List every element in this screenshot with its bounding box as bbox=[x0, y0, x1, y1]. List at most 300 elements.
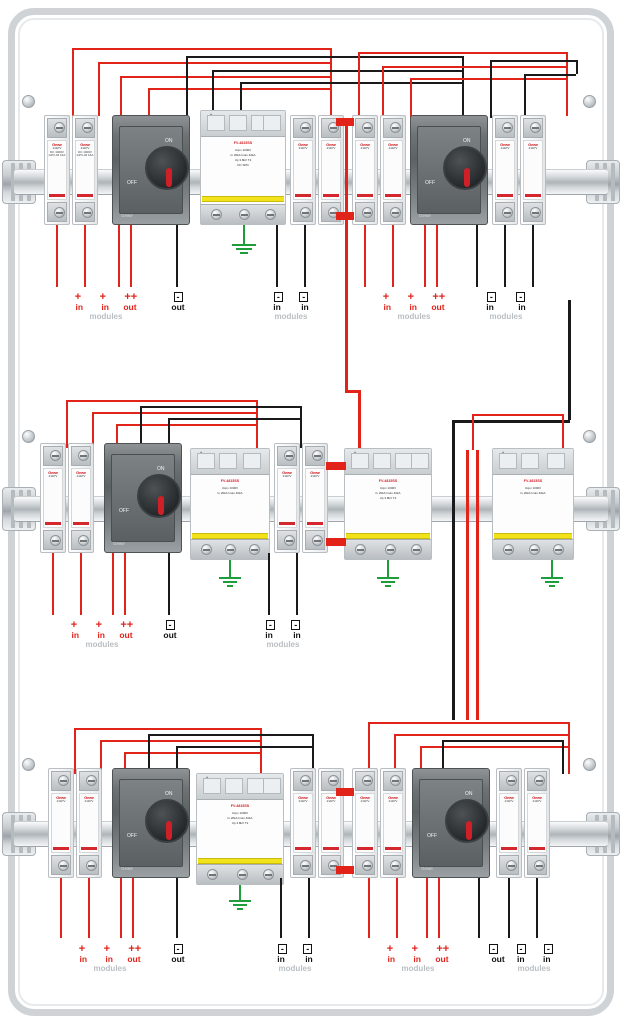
bus-tap-r2-b bbox=[326, 538, 346, 546]
fuse-spec-line-1: DC 1000V bbox=[50, 149, 64, 154]
annotation-r1-group-4 bbox=[354, 292, 474, 322]
annotation-r3-group-1 bbox=[50, 944, 170, 974]
wire-positive-r3-d bbox=[368, 722, 568, 724]
fuse-model-label: 211PV bbox=[360, 799, 370, 803]
lead-r1-pos-6 bbox=[392, 225, 394, 287]
wire-positive-r3-a bbox=[74, 728, 260, 730]
label-out: out bbox=[491, 954, 505, 964]
wire-positive-r3-drop-d bbox=[368, 722, 370, 774]
wire-positive-r2-drop-d bbox=[472, 414, 474, 450]
wire-negative-r1-drop-d2 bbox=[490, 60, 492, 118]
minus-symbol: - bbox=[516, 292, 525, 302]
spd-part-number: FV-4815SS bbox=[230, 804, 250, 808]
wire-negative-r3-riser-right bbox=[562, 740, 564, 774]
pv-fuse-r2-1[interactable] bbox=[40, 443, 66, 553]
mounting-screw-mid-right bbox=[583, 430, 596, 443]
fuse-brand-label: Gewe bbox=[326, 795, 336, 800]
earth-wire-r2-left bbox=[229, 560, 231, 578]
lead-r3-pos-8 bbox=[438, 878, 440, 938]
isolator-on-label: ON bbox=[465, 791, 473, 797]
minus-symbol: - bbox=[291, 620, 300, 630]
minus-symbol: - bbox=[278, 944, 287, 954]
fuse-brand-label: Gewe bbox=[76, 470, 86, 475]
fuse-brand-label: Gewe bbox=[528, 142, 538, 147]
pv-fuse-r3-8[interactable] bbox=[524, 768, 550, 878]
isolator-on-label: ON bbox=[165, 791, 173, 797]
lead-r1-pos-4 bbox=[130, 225, 132, 287]
spd-part-number: FV-4815SS bbox=[220, 479, 240, 483]
label-in: in bbox=[409, 302, 417, 312]
label-in: in bbox=[542, 954, 551, 964]
lead-r1-neg-6 bbox=[532, 225, 534, 287]
isolator-knob[interactable] bbox=[445, 799, 489, 843]
isolator-knob[interactable] bbox=[145, 799, 189, 843]
annotation-r3-group-3 bbox=[262, 944, 328, 974]
wire-negative-r1-a bbox=[186, 56, 462, 58]
lead-r1-neg-2 bbox=[276, 225, 278, 287]
fuse-spec-line-2: GPV-32 16A bbox=[76, 153, 94, 158]
wire-negative-r1-riser-right bbox=[576, 60, 578, 74]
mounting-screw-top-left bbox=[22, 95, 35, 108]
minus-symbol: - bbox=[166, 620, 175, 630]
minus-symbol: - bbox=[487, 292, 496, 302]
lead-r3-pos-4 bbox=[132, 878, 134, 938]
lead-r3-neg-5 bbox=[508, 878, 510, 938]
isolator-brand-label: Gewe bbox=[419, 213, 431, 218]
bus-tap-r3-a bbox=[336, 788, 354, 796]
annotation-r3-group-2 bbox=[158, 944, 198, 964]
annotation-r3-group-5 bbox=[466, 944, 576, 974]
label-in: in bbox=[75, 302, 84, 312]
spd-spec-line-2: In 20kA Imax 40kA bbox=[230, 153, 256, 157]
lead-r2-neg-2 bbox=[268, 553, 270, 615]
fuse-model-label: 211PV bbox=[500, 146, 510, 150]
wire-positive-r2-a bbox=[66, 400, 256, 402]
lead-r3-neg-4 bbox=[478, 878, 480, 938]
label-in: in bbox=[486, 302, 494, 312]
annotation-r1-group-2 bbox=[158, 292, 198, 312]
label-in: in bbox=[387, 954, 396, 964]
earth-symbol-r3 bbox=[229, 900, 251, 910]
lead-r3-neg-6 bbox=[536, 878, 538, 938]
isolator-brand-label: Gewe bbox=[113, 541, 125, 546]
wire-positive-r1-drop-e bbox=[358, 52, 360, 116]
label-modules: modules bbox=[278, 964, 312, 973]
pv-fuse-r1-5[interactable] bbox=[352, 115, 378, 225]
wire-positive-r3-b bbox=[100, 740, 260, 742]
earth-wire-r1 bbox=[243, 225, 245, 245]
wire-positive-r1-drop-g bbox=[410, 78, 412, 118]
spd-spec-line-4: DC SPD bbox=[237, 163, 249, 167]
minus-symbol: - bbox=[266, 620, 275, 630]
isolator-off-label: OFF bbox=[427, 833, 437, 839]
spd-block-r1-left[interactable] bbox=[200, 110, 286, 225]
spd-spec-line-3: Up 3.8kV T2 bbox=[231, 821, 249, 825]
lead-r1-pos-3 bbox=[118, 225, 120, 287]
wire-positive-r1-a bbox=[72, 48, 330, 50]
label-out: out bbox=[163, 630, 177, 640]
fuse-brand-label: Gewe bbox=[310, 470, 320, 475]
trunk-positive-row1-to-row2 bbox=[345, 118, 348, 390]
fuse-brand-label: Gewe bbox=[504, 795, 514, 800]
wire-positive-r2-riser2 bbox=[562, 414, 564, 450]
isolator-on-label: ON bbox=[157, 466, 165, 472]
wire-positive-r2-c bbox=[116, 424, 256, 426]
fuse-brand-label: Gewe bbox=[298, 795, 308, 800]
pv-fuse-r3-7[interactable] bbox=[496, 768, 522, 878]
label-in: in bbox=[277, 954, 285, 964]
fuse-brand-label: Gewe bbox=[360, 795, 370, 800]
label-modules: modules bbox=[266, 640, 300, 649]
label-modules: modules bbox=[274, 312, 308, 321]
fuse-model-label: 211PV bbox=[84, 799, 94, 803]
wire-positive-r3-riser-right bbox=[568, 722, 570, 774]
spd-spec-line-1: Ucpv 1000V bbox=[524, 486, 542, 490]
fuse-brand-label: Gewe bbox=[388, 795, 398, 800]
isolator-brand-label: Gewe bbox=[121, 213, 133, 218]
lead-r1-pos-5 bbox=[364, 225, 366, 287]
fuse-spec-line-2: GPV-32 16A bbox=[48, 153, 66, 158]
lead-r2-neg-1 bbox=[168, 553, 170, 615]
wire-negative-r3-c bbox=[442, 740, 562, 742]
label-modules: modules bbox=[517, 964, 551, 973]
fuse-model-label: 211PV bbox=[310, 474, 320, 478]
bus-tap-r1-b bbox=[336, 212, 354, 220]
label-modules: modules bbox=[397, 312, 431, 321]
trunk-positive-row2-to-row3-b bbox=[476, 450, 479, 720]
wire-negative-r1-d2 bbox=[490, 60, 576, 62]
spd-spec-line-1: Ucpv 1000V bbox=[221, 486, 239, 490]
fuse-spec-line-1: DC 1000V bbox=[78, 149, 92, 154]
trunk-negative-row1-to-row2 bbox=[568, 300, 571, 420]
isolator-on-label: ON bbox=[165, 138, 173, 144]
pv-fuse-r3-4[interactable] bbox=[318, 768, 344, 878]
lead-r2-pos-2 bbox=[80, 553, 82, 615]
lead-r3-pos-5 bbox=[368, 878, 370, 938]
spd-spec-line-2: In 20kA Imax 40kA bbox=[375, 491, 401, 495]
trunk-negative-row2-to-row3 bbox=[452, 550, 455, 720]
label-out: out bbox=[435, 954, 449, 964]
wire-negative-r2-a bbox=[140, 406, 300, 408]
lead-r1-neg-1 bbox=[176, 225, 178, 287]
lead-r3-neg-3 bbox=[308, 878, 310, 938]
bus-tap-r2-a bbox=[326, 462, 346, 470]
wire-negative-r1-drop-e2 bbox=[524, 74, 526, 118]
annotation-r1-group-1 bbox=[46, 292, 166, 322]
label-in: in bbox=[101, 302, 109, 312]
annotation-r3-group-4 bbox=[358, 944, 478, 974]
fuse-brand-label: Gewe bbox=[500, 142, 510, 147]
fuse-model-label: 211PV bbox=[528, 146, 538, 150]
wire-positive-r1-drop-b bbox=[98, 62, 100, 116]
earth-wire-r3 bbox=[239, 885, 241, 901]
spd-status-indicator bbox=[202, 196, 284, 202]
wire-negative-r2-drop-a bbox=[140, 406, 142, 448]
fuse-brand-label: Gewe bbox=[56, 795, 66, 800]
minus-symbol: - bbox=[544, 944, 553, 954]
fuse-brand-label: Gewe bbox=[326, 142, 336, 147]
spd-spec-line-1: Ucpv 1000V bbox=[379, 486, 397, 490]
wire-positive-r1-drop-f bbox=[382, 66, 384, 116]
spd-part-number: FV-4815SS bbox=[378, 479, 398, 483]
lead-r3-pos-7 bbox=[426, 878, 428, 938]
trunk-negative-jog bbox=[452, 420, 570, 423]
fuse-model-label: 211PV bbox=[56, 799, 66, 803]
mounting-screw-bottom-right bbox=[583, 758, 596, 771]
lead-r2-pos-1 bbox=[52, 553, 54, 615]
label-in: in bbox=[79, 954, 88, 964]
lead-r1-neg-3 bbox=[304, 225, 306, 287]
spd-block-r3-left[interactable] bbox=[196, 773, 284, 885]
minus-symbol: - bbox=[174, 944, 183, 954]
trunk-positive-row2-to-row3 bbox=[466, 450, 469, 720]
wire-positive-r1-riser bbox=[330, 48, 332, 120]
minus-symbol: - bbox=[303, 944, 312, 954]
wire-positive-r1-c bbox=[120, 76, 330, 78]
plus-symbol: ++ bbox=[120, 619, 134, 631]
wire-positive-r3-e bbox=[394, 734, 568, 736]
pv-fuse-r2-2[interactable] bbox=[68, 443, 94, 553]
pv-fuse-r3-2[interactable] bbox=[76, 768, 102, 878]
spd-part-number: FV-4815SS bbox=[233, 141, 253, 145]
pv-fuse-r1-3[interactable] bbox=[290, 115, 316, 225]
earth-symbol-r1 bbox=[232, 244, 256, 254]
label-out: out bbox=[431, 302, 445, 312]
spd-spec-line-1: Ucpv 1000V bbox=[231, 811, 249, 815]
fuse-brand-label: Gewe bbox=[52, 142, 62, 147]
wire-positive-r1-b bbox=[98, 62, 330, 64]
pv-fuse-r1-4[interactable] bbox=[318, 115, 344, 225]
spd-spec-line-2: In 20kA Imax 40kA bbox=[217, 491, 243, 495]
lead-r3-pos-2 bbox=[88, 878, 90, 938]
wire-negative-r3-b bbox=[176, 746, 312, 748]
label-in: in bbox=[518, 302, 526, 312]
label-in: in bbox=[293, 630, 301, 640]
wire-positive-r2-b bbox=[92, 412, 256, 414]
bus-tap-r1-a bbox=[336, 118, 354, 126]
label-out: out bbox=[119, 630, 133, 640]
fuse-brand-label: Gewe bbox=[48, 470, 58, 475]
plus-symbol: ++ bbox=[128, 943, 142, 955]
pv-fuse-r1-8[interactable] bbox=[520, 115, 546, 225]
pv-fuse-r3-5[interactable] bbox=[352, 768, 378, 878]
pv-fuse-r1-2[interactable] bbox=[72, 115, 98, 225]
fuse-model-label: 211PV bbox=[76, 474, 86, 478]
label-out: out bbox=[123, 302, 137, 312]
isolator-pointer bbox=[166, 821, 172, 840]
isolator-knob[interactable] bbox=[137, 474, 181, 518]
fuse-brand-label: Gewe bbox=[80, 142, 90, 147]
label-modules: modules bbox=[489, 312, 523, 321]
wire-negative-r1-b bbox=[212, 70, 462, 72]
fuse-brand-label: Gewe bbox=[84, 795, 94, 800]
label-out: out bbox=[171, 954, 185, 964]
spd-spec-line-3: Up 3.8kV T2 bbox=[379, 496, 397, 500]
pv-fuse-r3-3[interactable] bbox=[290, 768, 316, 878]
fuse-brand-label: Gewe bbox=[298, 142, 308, 147]
fuse-model-label: 211PV bbox=[52, 146, 62, 150]
isolator-off-label: OFF bbox=[119, 508, 129, 514]
wire-positive-r2-d bbox=[472, 414, 562, 416]
pv-fuse-r2-4[interactable] bbox=[302, 443, 328, 553]
fuse-brand-label: Gewe bbox=[532, 795, 542, 800]
fuse-brand-label: Gewe bbox=[282, 470, 292, 475]
label-in: in bbox=[265, 630, 273, 640]
wire-negative-r1-e2 bbox=[524, 74, 576, 76]
spd-spec-line-2: In 20kA Imax 40kA bbox=[520, 491, 546, 495]
spd-part-number: FV-4815SS bbox=[523, 479, 543, 483]
label-in: in bbox=[413, 954, 421, 964]
fuse-model-label: 211PV bbox=[388, 146, 398, 150]
label-in: in bbox=[301, 302, 309, 312]
wire-negative-r3-a bbox=[148, 734, 312, 736]
wire-positive-r1-d bbox=[148, 88, 330, 90]
annotation-r1-group-3 bbox=[258, 292, 324, 322]
pv-fuse-r1-7[interactable] bbox=[492, 115, 518, 225]
annotation-r2-group-3 bbox=[250, 620, 316, 650]
lead-r2-pos-3 bbox=[112, 553, 114, 615]
plus-symbol: ++ bbox=[432, 291, 446, 303]
mounting-screw-top-right bbox=[583, 95, 596, 108]
earth-symbol-r2-right bbox=[541, 577, 563, 587]
lead-r2-pos-4 bbox=[124, 553, 126, 615]
isolator-off-label: OFF bbox=[127, 180, 137, 186]
lead-r3-neg-2 bbox=[280, 878, 282, 938]
isolator-off-label: OFF bbox=[425, 180, 435, 186]
fuse-brand-label: Gewe bbox=[388, 142, 398, 147]
spd-spec-line-3: Up 3.8kV T2 bbox=[234, 158, 252, 162]
mounting-screw-mid-left bbox=[22, 430, 35, 443]
plus-symbol: + bbox=[74, 291, 82, 303]
label-modules: modules bbox=[85, 640, 119, 649]
plus-symbol: + bbox=[103, 943, 110, 955]
isolator-on-label: ON bbox=[463, 138, 471, 144]
trunk-positive-row2-entry bbox=[358, 390, 361, 452]
fuse-model-label: 211PV bbox=[388, 799, 398, 803]
lead-r2-neg-3 bbox=[296, 553, 298, 615]
spd-block-r2-left[interactable] bbox=[190, 448, 270, 560]
wire-negative-r1-drop-a bbox=[186, 56, 188, 118]
mounting-screw-bottom-left bbox=[22, 758, 35, 771]
dc-isolator-r3-left[interactable] bbox=[112, 768, 190, 878]
label-in: in bbox=[383, 302, 392, 312]
label-out: out bbox=[127, 954, 141, 964]
fuse-model-label: 211PV bbox=[298, 146, 308, 150]
plus-symbol: ++ bbox=[124, 291, 138, 303]
minus-symbol: - bbox=[274, 292, 283, 302]
lead-r3-neg-1 bbox=[176, 878, 178, 938]
spd-block-r2-middle[interactable] bbox=[344, 448, 432, 560]
isolator-pointer bbox=[464, 168, 470, 187]
isolator-pointer bbox=[466, 821, 472, 840]
plus-symbol: + bbox=[411, 943, 418, 955]
lead-r1-pos-2 bbox=[84, 225, 86, 287]
earth-wire-r2-right bbox=[551, 560, 553, 578]
minus-symbol: - bbox=[489, 944, 498, 954]
earth-symbol-r2-middle bbox=[377, 577, 399, 587]
pv-fuse-r2-3[interactable] bbox=[274, 443, 300, 553]
pv-fuse-r3-6[interactable] bbox=[380, 768, 406, 878]
pv-fuse-r1-6[interactable] bbox=[380, 115, 406, 225]
fuse-model-label: 211PV bbox=[282, 474, 292, 478]
isolator-off-label: OFF bbox=[127, 833, 137, 839]
lead-r1-neg-4 bbox=[476, 225, 478, 287]
bus-tap-r3-b bbox=[336, 866, 354, 874]
wire-positive-r3-c bbox=[124, 752, 260, 754]
label-in: in bbox=[517, 954, 525, 964]
pv-fuse-r1-1[interactable] bbox=[44, 115, 70, 225]
label-in: in bbox=[71, 630, 80, 640]
wire-positive-r2-drop-a bbox=[66, 400, 68, 448]
earth-symbol-r2-left bbox=[219, 577, 241, 587]
wire-positive-r1-drop-a bbox=[72, 48, 74, 116]
annotation-r2-group-2 bbox=[150, 620, 190, 640]
isolator-knob[interactable] bbox=[443, 146, 487, 190]
wire-positive-r1-f bbox=[382, 66, 566, 68]
fuse-model-label: 211PV bbox=[504, 799, 514, 803]
spd-block-r2-right[interactable] bbox=[492, 448, 574, 560]
dc-isolator-r2-left[interactable] bbox=[104, 443, 182, 553]
minus-symbol: - bbox=[174, 292, 183, 302]
lead-r1-neg-5 bbox=[504, 225, 506, 287]
earth-wire-r2-middle bbox=[387, 560, 389, 578]
lead-r1-pos-8 bbox=[436, 225, 438, 287]
plus-symbol: + bbox=[70, 619, 78, 631]
fuse-model-label: 211PV bbox=[532, 799, 542, 803]
fuse-model-label: 211PV bbox=[326, 146, 336, 150]
wire-negative-r1-c bbox=[240, 82, 462, 84]
minus-symbol: - bbox=[299, 292, 308, 302]
label-in: in bbox=[273, 302, 281, 312]
plus-symbol: + bbox=[407, 291, 414, 303]
fuse-model-label: 211PV bbox=[298, 799, 308, 803]
wire-positive-r1-drop-c bbox=[120, 76, 122, 120]
spd-spec-line-2: In 20kA Imax 40kA bbox=[227, 816, 253, 820]
wire-positive-r3-drop-a bbox=[74, 728, 76, 774]
wire-positive-r1-e bbox=[358, 52, 566, 54]
wire-negative-r2-riser bbox=[300, 406, 302, 448]
lead-r3-pos-6 bbox=[396, 878, 398, 938]
plus-symbol: ++ bbox=[436, 943, 450, 955]
label-modules: modules bbox=[93, 964, 127, 973]
isolator-brand-label: Gewe bbox=[121, 866, 133, 871]
plus-symbol: + bbox=[382, 291, 390, 303]
lead-r3-pos-3 bbox=[120, 878, 122, 938]
label-modules: modules bbox=[89, 312, 123, 321]
plus-symbol: + bbox=[95, 619, 102, 631]
dc-isolator-r1-right[interactable] bbox=[410, 115, 488, 225]
pv-fuse-r3-1[interactable] bbox=[48, 768, 74, 878]
annotation-r2-group-1 bbox=[42, 620, 162, 650]
minus-symbol: - bbox=[517, 944, 526, 954]
wire-negative-r2-b bbox=[168, 418, 300, 420]
label-modules: modules bbox=[401, 964, 435, 973]
lead-r1-pos-1 bbox=[56, 225, 58, 287]
dc-isolator-r1-left[interactable] bbox=[112, 115, 190, 225]
fuse-model-label: 211PV bbox=[360, 146, 370, 150]
label-in: in bbox=[105, 954, 113, 964]
lead-r3-pos-1 bbox=[60, 878, 62, 938]
fuse-brand-label: Gewe bbox=[360, 142, 370, 147]
plus-symbol: + bbox=[99, 291, 106, 303]
fuse-model-label: 211PV bbox=[80, 146, 90, 150]
label-in: in bbox=[305, 954, 313, 964]
isolator-pointer bbox=[166, 168, 172, 187]
label-out: out bbox=[171, 302, 185, 312]
annotation-r1-group-5 bbox=[466, 292, 546, 322]
isolator-knob[interactable] bbox=[145, 146, 189, 190]
dc-isolator-r3-right[interactable] bbox=[412, 768, 490, 878]
